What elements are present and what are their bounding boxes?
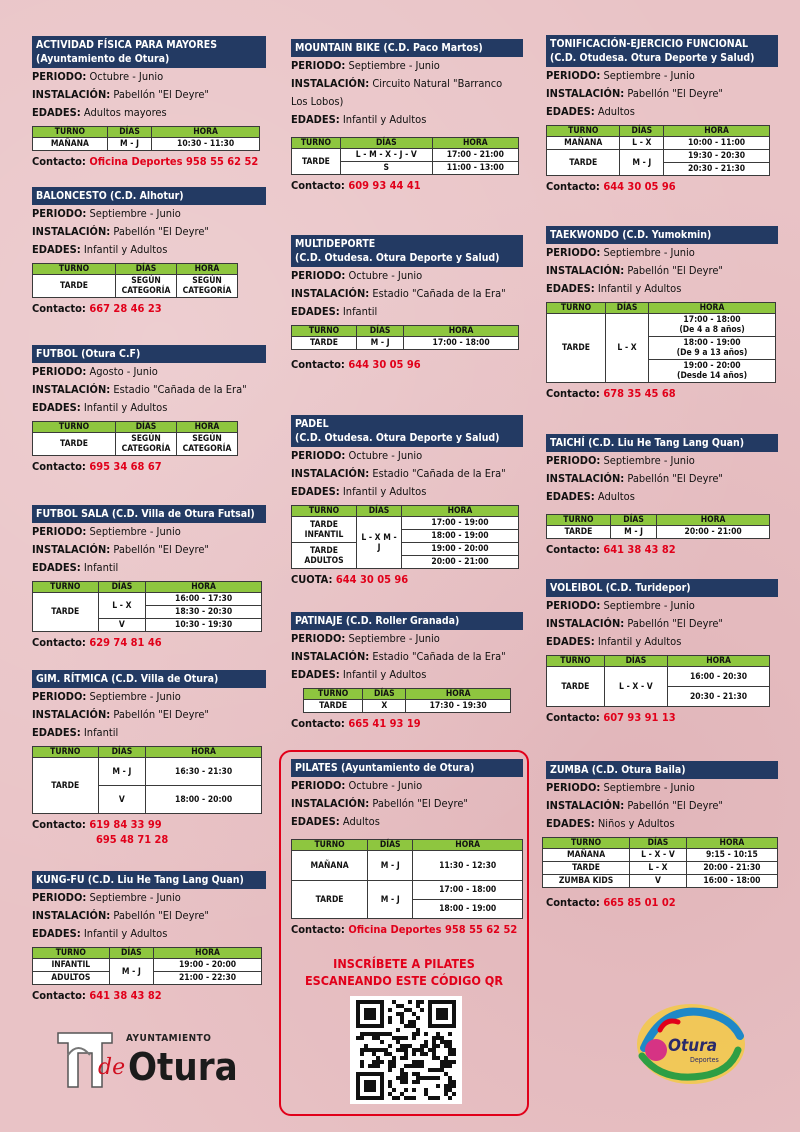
table-row: TARDE L - X 17:00 - 18:00 (De 4 a 8 años) (547, 314, 776, 337)
section-mountain-bike (291, 39, 523, 192)
edades-line: EDADES: Infantil y Adultos (32, 927, 168, 940)
instalacion-line: INSTALACIÓN: Pabellón "El Deyre" (32, 225, 209, 238)
contact-line: Contacto: 629 74 81 46 (32, 636, 162, 649)
contact-line: Contacto: 609 93 44 41 (291, 179, 421, 192)
table-row: 19:00 - 20:00 (Desde 14 años) (547, 360, 776, 383)
otura-deportes-logo: Otura Deportes (632, 1000, 750, 1088)
edades-line: EDADES: Infantil y Adultos (291, 113, 427, 126)
periodo-line: PERIODO: Septiembre - Junio (546, 69, 695, 82)
table-row: TARDE ADULTOS 19:00 - 20:00 (292, 543, 519, 556)
instalacion-line: INSTALACIÓN: Estadio "Cañada de la Era" (291, 287, 506, 300)
edades-line: EDADES: Infantil (291, 305, 378, 318)
schedule-table: TURNO DÍAS HORA TARDE SEGÚN CATEGORÍA SEGÚN CATEGORÍA (32, 263, 238, 298)
section-title: GIM. RÍTMICA (C.D. Villa de Otura) (32, 670, 266, 688)
section-taekwondo (546, 226, 778, 400)
instalacion-line-2: Los Lobos) (291, 95, 344, 108)
instalacion-line: INSTALACIÓN: Circuito Natural "Barranco (291, 77, 503, 90)
table-row: TARDE M - J 16:30 - 21:30 (33, 758, 262, 786)
section-padel (291, 415, 523, 586)
section-title: PILATES (Ayuntamiento de Otura) (291, 759, 523, 777)
contact-line: Contacto: 641 38 43 82 (546, 543, 676, 556)
edades-line: EDADES: Infantil y Adultos (291, 485, 427, 498)
section-title: MULTIDEPORTE (C.D. Otudesa. Otura Deporte y Salud) (291, 235, 523, 267)
contact-line: Contacto: 678 35 45 68 (546, 387, 676, 400)
instalacion-line: INSTALACIÓN: Pabellón "El Deyre" (546, 617, 723, 630)
contact-line: Contacto: 665 85 01 02 (546, 896, 676, 909)
instalacion-line: INSTALACIÓN: Pabellón "El Deyre" (32, 88, 209, 101)
table-row: 20:00 - 21:00 (292, 556, 519, 569)
section-zumba (546, 761, 778, 909)
schedule-table: TURNO DÍAS HORA MAÑANA M - J 11:30 - 12:30 TARDE M - J 17:00 - 18:00 18:00 - 19:00 (291, 839, 523, 919)
table-row: TARDE M - J 17:00 - 18:00 (292, 881, 523, 900)
schedule-table: TURNO DÍAS HORA TARDE INFANTIL L - X M - J 17:00 - 19:00 18:00 - 19:00 TARDE ADULTOS 19:00 - 20:00 20:00 - 21:00 (291, 505, 519, 569)
table-row: MAÑANA L - X 10:00 - 11:00 (547, 137, 770, 150)
section-voleibol (546, 579, 778, 724)
instalacion-line: INSTALACIÓN: Estadio "Cañada de la Era" (291, 467, 506, 480)
instalacion-line: INSTALACIÓN: Pabellón "El Deyre" (32, 708, 209, 721)
ayuntamiento-logo: AYUNTAMIENTO de Otura (54, 1025, 244, 1095)
edades-line: EDADES: Infantil y Adultos (291, 668, 427, 681)
schedule-table: TURNO DÍAS HORA MAÑANA L - X 10:00 - 11:00 TARDE M - J 19:30 - 20:30 20:30 - 21:30 (546, 125, 770, 176)
table-row: TARDE L - M - X - J - V 17:00 - 21:00 (292, 149, 519, 162)
instalacion-line: INSTALACIÓN: Estadio "Cañada de la Era" (291, 650, 506, 663)
schedule-table: TURNO DÍAS HORA TARDE L - X - V 16:00 - 20:30 20:30 - 21:30 (546, 655, 770, 707)
table-row: TARDE L - X - V 16:00 - 20:30 (547, 667, 770, 687)
periodo-line: PERIODO: Septiembre - Junio (32, 525, 181, 538)
table-row: MAÑANA M - J 10:30 - 11:30 (33, 138, 260, 151)
instalacion-line: INSTALACIÓN: Pabellón "El Deyre" (546, 87, 723, 100)
section-futbol (32, 345, 266, 473)
section-taichi (546, 434, 778, 556)
periodo-line: PERIODO: Octubre - Junio (32, 70, 164, 83)
periodo-line: PERIODO: Septiembre - Junio (546, 454, 695, 467)
contact-line: Contacto: Oficina Deportes 958 55 62 52 (32, 155, 259, 168)
section-title: VOLEIBOL (C.D. Turidepor) (546, 579, 778, 597)
section-gim-ritmica (32, 670, 266, 846)
periodo-line: PERIODO: Septiembre - Junio (291, 59, 440, 72)
schedule-table: TURNO DÍAS HORA TARDE M - J 16:30 - 21:30 V 18:00 - 20:00 (32, 746, 262, 814)
contact-line: Contacto: 695 34 68 67 (32, 460, 162, 473)
periodo-line: PERIODO: Septiembre - Junio (32, 891, 181, 904)
table-row: TARDE M - J 17:00 - 18:00 (292, 337, 519, 350)
section-multideporte (291, 235, 523, 371)
schedule-table: TURNO DÍAS HORA TARDE X 17:30 - 19:30 (303, 688, 511, 713)
contact-line: Contacto: 644 30 05 96 (546, 180, 676, 193)
table-row: 20:30 - 21:30 (547, 687, 770, 707)
table-row: 18:00 - 19:00 (292, 900, 523, 919)
section-actividad-fisica (32, 36, 266, 168)
periodo-line: PERIODO: Septiembre - Junio (32, 690, 181, 703)
edades-line: EDADES: Niños y Adultos (546, 817, 675, 830)
contact-line: Contacto: 607 93 91 13 (546, 711, 676, 724)
table-row: 18:30 - 20:30 (33, 606, 262, 619)
periodo-line: PERIODO: Octubre - Junio (291, 449, 423, 462)
instalacion-line: INSTALACIÓN: Estadio "Cañada de la Era" (32, 383, 247, 396)
qr-code[interactable] (350, 996, 462, 1104)
qr-code-icon (350, 996, 462, 1104)
section-title: BALONCESTO (C.D. Alhotur) (32, 187, 266, 205)
edades-line: EDADES: Infantil (32, 726, 119, 739)
table-row: TARDE M - J 20:00 - 21:00 (547, 526, 770, 539)
schedule-table: TURNO DÍAS HORA TARDE L - X 17:00 - 18:00 (De 4 a 8 años) 18:00 - 19:00 (De 9 a 13 años) 19:00 - 20:00 (Desde 14 años) (546, 302, 776, 383)
table-row: TARDE SEGÚN CATEGORÍA SEGÚN CATEGORÍA (33, 275, 238, 298)
qr-caption-2: ESCANEANDO ESTE CÓDIGO QR (304, 973, 504, 988)
section-title: TONIFICACIÓN-EJERCICIO FUNCIONAL (C.D. Otudesa. Otura Deporte y Salud) (546, 35, 778, 67)
section-kung-fu (32, 871, 266, 1002)
edades-line: EDADES: Infantil y Adultos (546, 282, 682, 295)
edades-line: EDADES: Adultos (291, 815, 380, 828)
instalacion-line: INSTALACIÓN: Pabellón "El Deyre" (291, 797, 468, 810)
table-row: ZUMBA KIDS V 16:00 - 18:00 (543, 875, 778, 888)
contact-line-2: 695 48 71 28 (96, 833, 169, 846)
schedule-table: TURNO DÍAS HORA MAÑANA L - X - V 9:15 - 10:15 TARDE L - X 20:00 - 21:30 ZUMBA KIDS V 16:00 - 18:00 (542, 837, 778, 888)
periodo-line: PERIODO: Octubre - Junio (291, 779, 423, 792)
table-row: MAÑANA M - J 11:30 - 12:30 (292, 851, 523, 881)
section-title: ACTIVIDAD FÍSICA PARA MAYORES (Ayuntamiento de Otura) (32, 36, 266, 68)
section-title: FUTBOL (Otura C.F) (32, 345, 266, 363)
table-row: TARDE L - X 20:00 - 21:30 (543, 862, 778, 875)
periodo-line: PERIODO: Octubre - Junio (291, 269, 423, 282)
table-row: 18:00 - 19:00 (292, 530, 519, 543)
table-row: TARDE M - J 19:30 - 20:30 (547, 150, 770, 163)
edades-line: EDADES: Infantil y Adultos (32, 401, 168, 414)
table-row: INFANTIL M - J 19:00 - 20:00 (33, 959, 262, 972)
section-baloncesto (32, 187, 266, 315)
table-row: V 18:00 - 20:00 (33, 786, 262, 814)
section-title: FUTBOL SALA (C.D. Villa de Otura Futsal) (32, 505, 266, 523)
schedule-table: TURNO DÍAS HORA TARDE L - M - X - J - V 17:00 - 21:00 S 11:00 - 13:00 (291, 137, 519, 175)
edades-line: EDADES: Adultos (546, 105, 635, 118)
table-row: S 11:00 - 13:00 (292, 162, 519, 175)
table-row: TARDE INFANTIL L - X M - J 17:00 - 19:00 (292, 517, 519, 530)
cuota-line: CUOTA: 644 30 05 96 (291, 573, 409, 586)
instalacion-line: INSTALACIÓN: Pabellón "El Deyre" (546, 264, 723, 277)
instalacion-line: INSTALACIÓN: Pabellón "El Deyre" (32, 909, 209, 922)
periodo-line: PERIODO: Septiembre - Junio (546, 781, 695, 794)
section-title: TAEKWONDO (C.D. Yumokmin) (546, 226, 778, 244)
edades-line: EDADES: Infantil (32, 561, 119, 574)
section-title: TAICHÍ (C.D. Liu He Tang Lang Quan) (546, 434, 778, 452)
section-title: MOUNTAIN BIKE (C.D. Paco Martos) (291, 39, 523, 57)
section-pilates (291, 759, 523, 936)
table-row: TARDE L - X 16:00 - 17:30 (33, 593, 262, 606)
table-row: V 10:30 - 19:30 (33, 619, 262, 632)
table-row: 20:30 - 21:30 (547, 163, 770, 176)
periodo-line: PERIODO: Septiembre - Junio (291, 632, 440, 645)
edades-line: EDADES: Adultos (546, 490, 635, 503)
contact-line: Contacto: 667 28 46 23 (32, 302, 162, 315)
qr-caption-1: INSCRÍBETE A PILATES (333, 956, 475, 971)
schedule-table: TURNO DÍAS HORA TARDE M - J 20:00 - 21:00 (546, 514, 770, 539)
periodo-line: PERIODO: Septiembre - Junio (546, 246, 695, 259)
contact-line: Contacto: 665 41 93 19 (291, 717, 421, 730)
section-title: PADEL (C.D. Otudesa. Otura Deporte y Salud) (291, 415, 523, 447)
contact-line: Contacto: Oficina Deportes 958 55 62 52 (291, 923, 518, 936)
contact-line: Contacto: 644 30 05 96 (291, 358, 421, 371)
edades-line: EDADES: Adultos mayores (32, 106, 167, 119)
schedule-table: TURNO DÍAS HORA INFANTIL M - J 19:00 - 20:00 ADULTOS 21:00 - 22:30 (32, 947, 262, 985)
edades-line: EDADES: Infantil y Adultos (546, 635, 682, 648)
periodo-line: PERIODO: Septiembre - Junio (32, 207, 181, 220)
contact-line: Contacto: 619 84 33 99 (32, 818, 162, 831)
instalacion-line: INSTALACIÓN: Pabellón "El Deyre" (32, 543, 209, 556)
section-title: PATINAJE (C.D. Roller Granada) (291, 612, 523, 630)
section-title: ZUMBA (C.D. Otura Baila) (546, 761, 778, 779)
instalacion-line: INSTALACIÓN: Pabellón "El Deyre" (546, 472, 723, 485)
table-row: TARDE X 17:30 - 19:30 (304, 700, 511, 713)
table-row: MAÑANA L - X - V 9:15 - 10:15 (543, 849, 778, 862)
section-title: KUNG-FU (C.D. Liu He Tang Lang Quan) (32, 871, 266, 889)
schedule-table: TURNO DÍAS HORA TARDE M - J 17:00 - 18:00 (291, 325, 519, 350)
schedule-table: TURNO DÍAS HORA TARDE SEGÚN CATEGORÍA SEGÚN CATEGORÍA (32, 421, 238, 456)
table-row: 18:00 - 19:00 (De 9 a 13 años) (547, 337, 776, 360)
contact-line: Contacto: 641 38 43 82 (32, 989, 162, 1002)
periodo-line: PERIODO: Agosto - Junio (32, 365, 158, 378)
instalacion-line: INSTALACIÓN: Pabellón "El Deyre" (546, 799, 723, 812)
periodo-line: PERIODO: Septiembre - Junio (546, 599, 695, 612)
table-row: TARDE SEGÚN CATEGORÍA SEGÚN CATEGORÍA (33, 433, 238, 456)
edades-line: EDADES: Infantil y Adultos (32, 243, 168, 256)
schedule-table: TURNO DÍAS HORA MAÑANA M - J 10:30 - 11:30 (32, 126, 260, 151)
section-patinaje (291, 612, 523, 730)
section-tonificacion (546, 35, 778, 193)
table-row: ADULTOS 21:00 - 22:30 (33, 972, 262, 985)
section-futbol-sala (32, 505, 266, 649)
schedule-table: TURNO DÍAS HORA TARDE L - X 16:00 - 17:30 18:30 - 20:30 V 10:30 - 19:30 (32, 581, 262, 632)
